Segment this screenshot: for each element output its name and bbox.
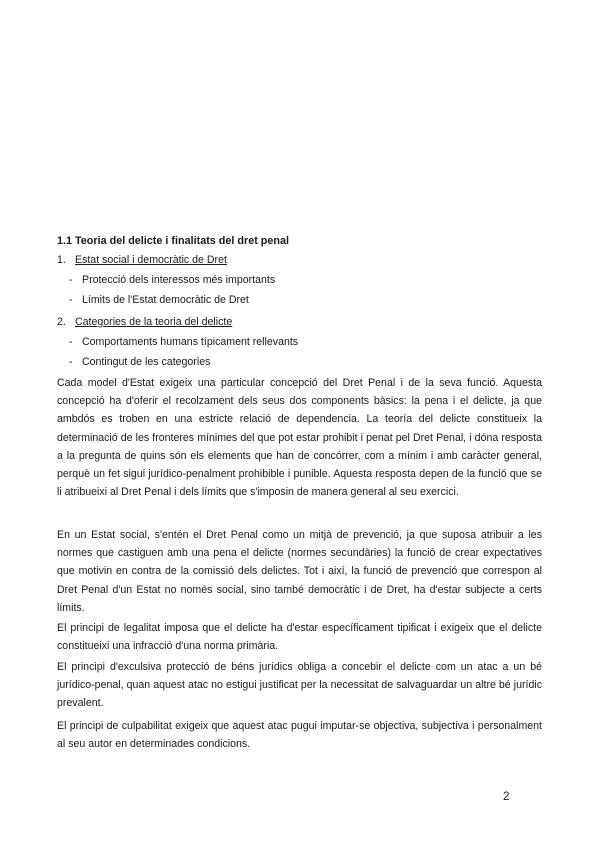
outline-subitem-text: Límits de l'Estat democràtic de Dret [82,294,249,306]
body-paragraph: El principi d'exculsiva protecció de béns jurídics obliga a concebir el delicte com un atac a un bé jurídico-penal, quan aquest atac no estigui justificat per la necessitat de salvaguardar un altre bé jurídic prevalent. [57,661,542,710]
outline-item-title: Estat social i democràtic de Dret [75,254,227,266]
body-paragraph: El principi de legalitat imposa que el delicte ha d'estar específicament tipificat i exigeix que el delicte constitueixi una infracció d'una norma primària. [57,622,542,653]
outline-subitem [69,274,275,286]
page-number: 2 [503,791,510,803]
body-paragraph: En un Estat social, s'entén el Dret Penal como un mitjà de prevenció, ja que suposa atribuir a les normes que castiguen amb una pena el delicte (normes secundàries) la funció de crear expectatives que motivin en contra de la comissió dels delictes. Tot i així, la funció de prevenció que correspon al Dret Penal d'un Estat no només social, sino també democràtic i de Dret, ha d'estar subjecte a certs límits. [57,529,542,614]
body-paragraph: Cada model d'Estat exigeix una particular concepció del Dret Penal i de la seva funció. Aquesta concepció ha d'oferir el recolzament dels seus dos components bàsics: la pena i el delicte, ja que ambdós es troben en una estricte relació de dependencia. La teoría del delicte constitueix la determinació de les fronteres mínimes del que pot estar prohibit i penat pel Dret Penal, i dóna resposta a la pregunta de quins són els elements que han de concórrer, com a mínim i amb caràcter general, perquè un fet sigui jurídico-penalment prohibible i punible. Aquesta resposta depen de la funció que se li atribueixi al Dret Penal i dels límits que s'imposin de manera general al seu exercici. [57,377,542,499]
outline-subitem-text: Protecció dels interessos més importants [82,274,276,286]
outline-subitem [69,294,249,306]
body-paragraph: El principi de culpabilitat exigeix que aquest atac pugui imputar-se objectiva, subjectiva i personalment al seu autor en determinades condicions. [57,720,542,751]
outline-item-number: 2. [57,316,66,328]
outline-item-2 [57,316,232,328]
dash-bullet: - [69,336,73,348]
outline-item-number: 1. [57,254,66,266]
outline-subitem-text: Contingut de les categories [82,356,211,368]
outline-subitem [69,336,298,348]
dash-bullet: - [69,294,73,306]
outline-subitem-text: Comportaments humans típicament rellevants [82,336,299,348]
dash-bullet: - [69,274,73,286]
dash-bullet: - [69,356,73,368]
section-title: 1.1 Teoria del delicte i finalitats del dret penal [57,235,290,247]
outline-item-1 [57,254,227,266]
outline-item-title: Categories de la teoria del delicte [75,316,233,328]
outline-subitem [69,356,210,368]
